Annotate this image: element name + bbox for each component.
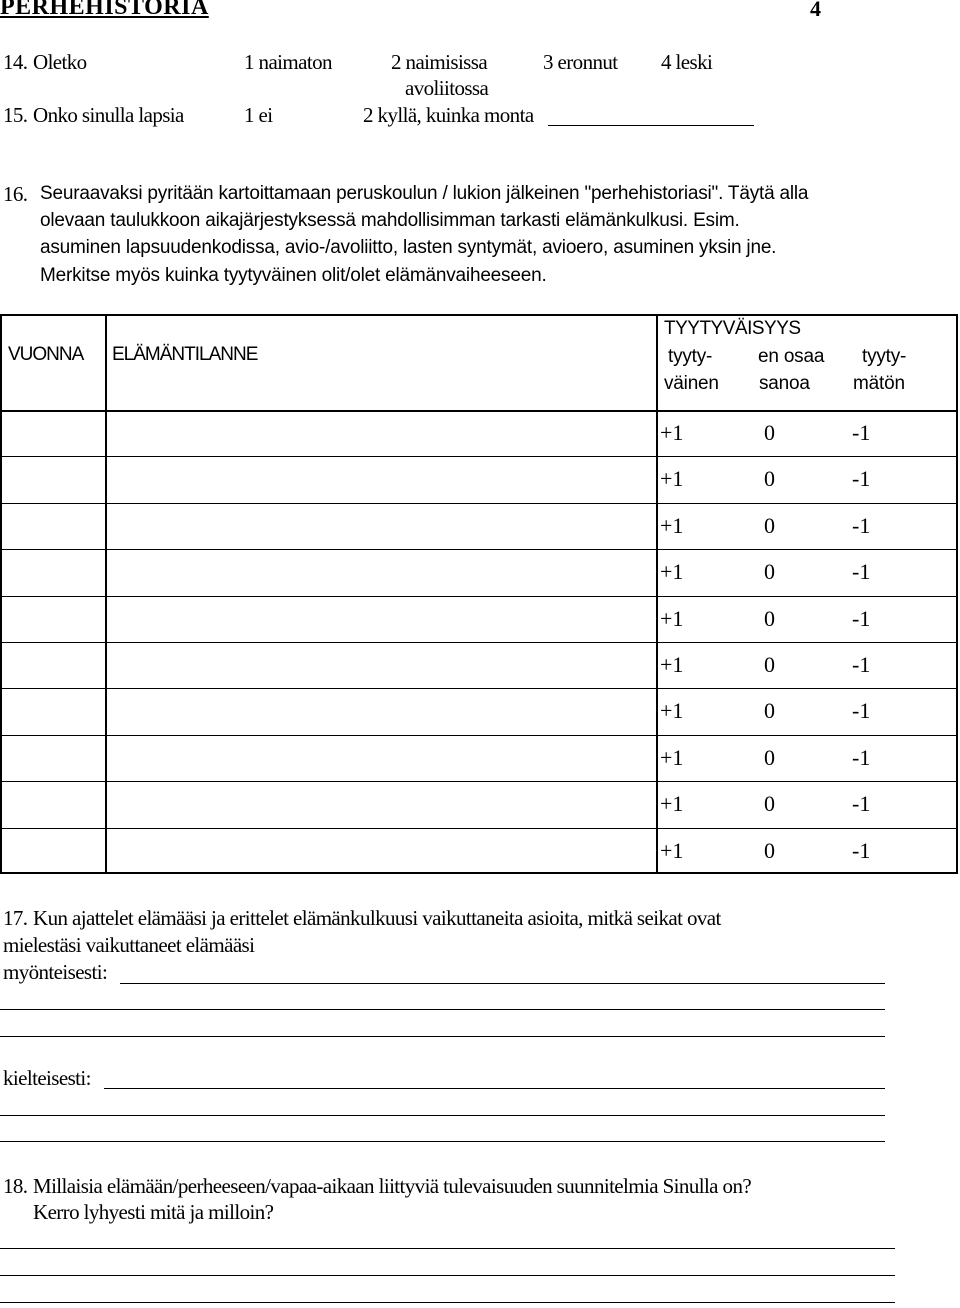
question-number: 15.: [3, 103, 28, 127]
column-divider: [656, 316, 658, 872]
row-divider: [2, 503, 956, 504]
satisfaction-option-neutral[interactable]: 0: [764, 837, 775, 863]
satisfaction-option-negative[interactable]: -1: [852, 652, 871, 677]
satisfaction-option-positive[interactable]: +1: [660, 791, 684, 817]
satisfaction-label-dissatisfied-line2: mätön: [853, 373, 905, 394]
satisfaction-label-unsure: en osaa: [758, 346, 825, 367]
option-no[interactable]: 1 ei: [244, 103, 273, 127]
instruction-line: asuminen lapsuudenkodissa, avio-/avoliitto, lasten syntymät, avioero, asuminen yksin jne.: [40, 237, 777, 258]
page-number: 4: [810, 0, 821, 21]
satisfaction-option-neutral[interactable]: 0: [764, 698, 775, 724]
answer-line[interactable]: [0, 1302, 895, 1303]
satisfaction-option-positive[interactable]: +1: [660, 466, 684, 492]
row-divider: [2, 642, 956, 643]
row-divider: [2, 828, 956, 829]
row-divider: [2, 781, 956, 782]
option-single[interactable]: 1 naimaton: [244, 50, 332, 74]
satisfaction-option-positive[interactable]: +1: [660, 652, 684, 677]
satisfaction-option-neutral[interactable]: 0: [764, 605, 775, 631]
answer-line[interactable]: [0, 1275, 895, 1276]
column-header-situation: ELÄMÄNTILANNE: [112, 344, 258, 365]
option-yes[interactable]: 2 kyllä, kuinka monta: [363, 103, 534, 127]
instruction-line: olevaan taulukkoon aikajärjestyksessä mahdollisimman tarkasti elämänkulkusi. Esim.: [40, 210, 740, 231]
satisfaction-option-negative[interactable]: -1: [852, 837, 871, 863]
satisfaction-label-dissatisfied: tyyty-: [862, 346, 907, 367]
question-number: 18.: [3, 1174, 28, 1198]
column-header-satisfaction: TYYTYVÄISYYS: [664, 318, 801, 339]
row-divider: [2, 596, 956, 597]
satisfaction-option-positive[interactable]: +1: [660, 698, 684, 724]
header-divider: [2, 410, 956, 412]
satisfaction-option-positive[interactable]: +1: [660, 605, 684, 631]
satisfaction-label-satisfied-line2: väinen: [664, 373, 719, 394]
answer-line[interactable]: [120, 983, 885, 984]
instruction-line: Seuraavaksi pyritään kartoittamaan peruskoulun / lukion jälkeinen "perhehistoriasi". Täytä alla: [40, 183, 809, 204]
option-divorced[interactable]: 3 eronnut: [543, 50, 618, 74]
satisfaction-option-neutral[interactable]: 0: [764, 652, 775, 677]
satisfaction-option-positive[interactable]: +1: [660, 837, 684, 863]
satisfaction-option-neutral[interactable]: 0: [764, 420, 775, 445]
answer-line[interactable]: [0, 1248, 895, 1249]
satisfaction-option-negative[interactable]: -1: [852, 605, 871, 631]
page-title: PERHEHISTORIA: [0, 0, 209, 20]
row-divider: [2, 688, 956, 689]
children-count-field[interactable]: [548, 125, 754, 126]
satisfaction-option-neutral[interactable]: 0: [764, 466, 775, 492]
option-married[interactable]: 2 naimisissa: [391, 50, 488, 74]
question-number: 17.: [3, 906, 28, 930]
satisfaction-option-neutral[interactable]: 0: [764, 512, 775, 538]
question-text-line2: Kerro lyhyesti mitä ja milloin?: [33, 1200, 274, 1224]
satisfaction-option-negative[interactable]: -1: [852, 466, 871, 492]
satisfaction-option-negative[interactable]: -1: [852, 698, 871, 724]
question-text: Kun ajattelet elämääsi ja erittelet elämänkulkuusi vaikuttaneita asioita, mitkä seikat ovat: [33, 906, 721, 930]
answer-line[interactable]: [0, 1036, 885, 1037]
answer-line[interactable]: [104, 1088, 885, 1089]
question-text: Millaisia elämään/perheeseen/vapaa-aikaan liittyviä tulevaisuuden suunnitelmia Sinulla on?: [33, 1174, 752, 1198]
satisfaction-option-negative[interactable]: -1: [852, 512, 871, 538]
row-divider: [2, 735, 956, 736]
answer-line[interactable]: [0, 1009, 885, 1010]
option-married-line2: avoliitossa: [405, 76, 489, 100]
life-history-table: [0, 314, 958, 874]
negative-label: kielteisesti:: [3, 1066, 91, 1090]
question-text: Oletko: [33, 50, 87, 74]
question-text-line2: mielestäsi vaikuttaneet elämääsi: [3, 933, 255, 957]
satisfaction-label-satisfied: tyyty-: [668, 346, 713, 367]
satisfaction-option-neutral[interactable]: 0: [764, 791, 775, 817]
question-number: 14.: [3, 50, 28, 74]
answer-line[interactable]: [0, 1115, 885, 1116]
question-number: 16.: [3, 182, 28, 206]
option-widowed[interactable]: 4 leski: [661, 50, 713, 74]
satisfaction-label-unsure-line2: sanoa: [759, 373, 810, 394]
satisfaction-option-negative[interactable]: -1: [852, 744, 871, 770]
satisfaction-option-positive[interactable]: +1: [660, 512, 684, 538]
satisfaction-option-negative[interactable]: -1: [852, 791, 871, 817]
satisfaction-option-neutral[interactable]: 0: [764, 744, 775, 770]
row-divider: [2, 549, 956, 550]
satisfaction-option-neutral[interactable]: 0: [764, 559, 775, 585]
instruction-line: Merkitse myös kuinka tyytyväinen olit/olet elämänvaiheeseen.: [40, 265, 547, 286]
row-divider: [2, 456, 956, 457]
satisfaction-option-positive[interactable]: +1: [660, 420, 684, 445]
satisfaction-option-negative[interactable]: -1: [852, 420, 871, 445]
satisfaction-option-positive[interactable]: +1: [660, 744, 684, 770]
satisfaction-option-negative[interactable]: -1: [852, 559, 871, 585]
answer-line[interactable]: [0, 1141, 885, 1142]
column-header-year: VUONNA: [8, 344, 84, 365]
column-divider: [105, 316, 107, 872]
positive-label: myönteisesti:: [3, 960, 108, 984]
question-text: Onko sinulla lapsia: [33, 103, 184, 127]
satisfaction-option-positive[interactable]: +1: [660, 559, 684, 585]
